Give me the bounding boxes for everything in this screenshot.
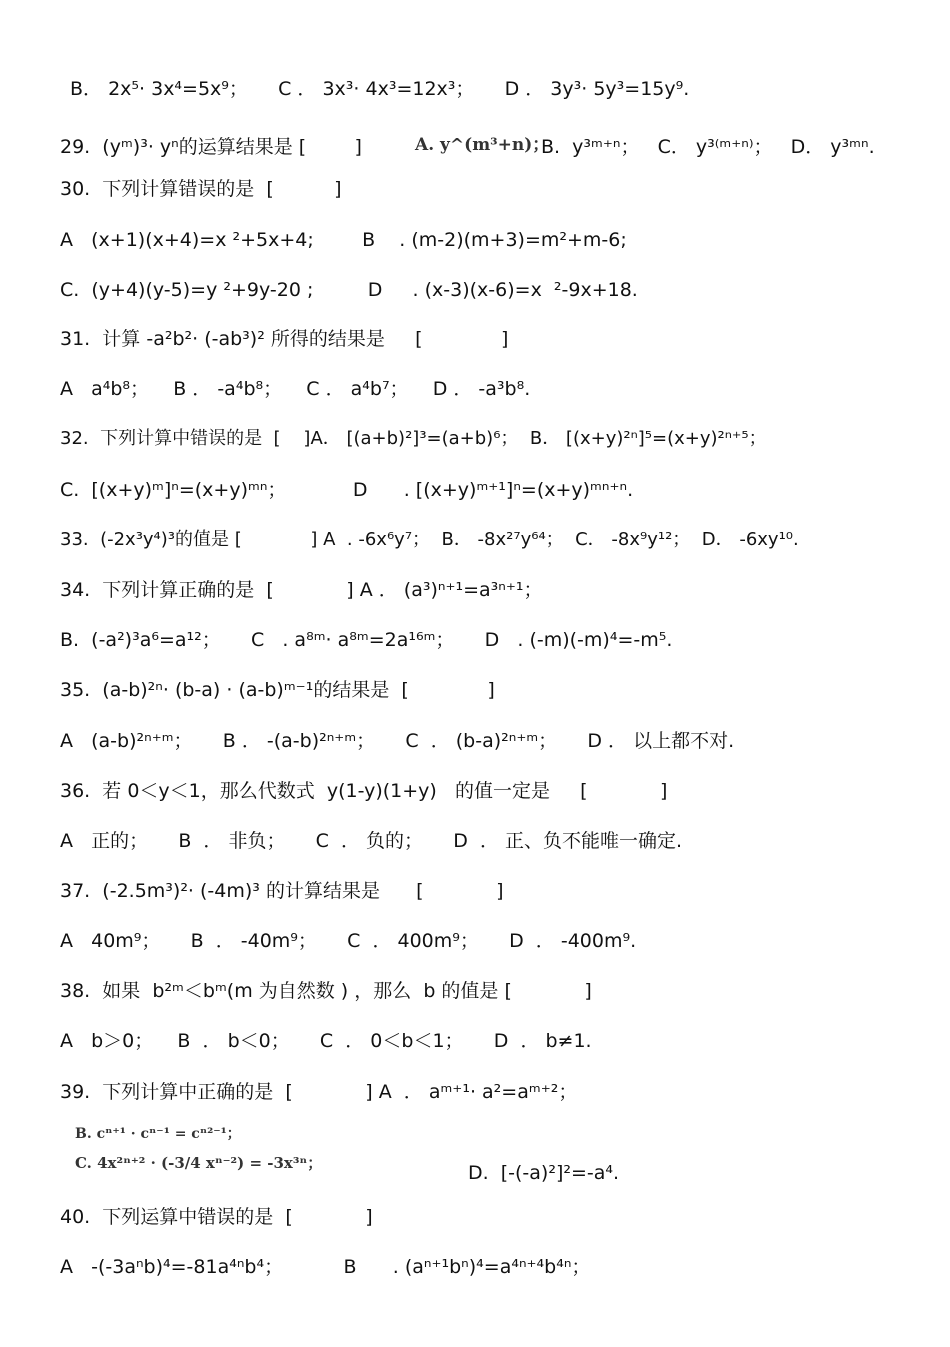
q29-stem: 29. (yᵐ)³· yⁿ的运算结果是 [ ] — [60, 136, 362, 158]
q39-option-d: D. [-(-a)²]²=-a⁴. — [468, 1162, 620, 1184]
q36-stem: 36. 若 0＜y＜1，那么代数式 y(1-y)(1+y) 的值一定是 [ ] — [60, 780, 668, 802]
q30-options-cd: C. (y+4)(y-5)=y ²+9y-20 ; D . (x-3)(x-6)=x ²-9x+18. — [60, 279, 638, 301]
q35-stem: 35. (a-b)²ⁿ· (b-a) · (a-b)ᵐ⁻¹的结果是 [ ] — [60, 679, 495, 701]
q39-stem-a: 39. 下列计算中正确的是 [ ] A ． aᵐ⁺¹· a²=aᵐ⁺²； — [60, 1081, 578, 1103]
q28-options-bcd: B． 2x⁵· 3x⁴=5x⁹； C ． 3x³· 4x³=12x³； D ． 3y³· 5y³=15y⁹. — [70, 78, 690, 100]
q32-stem-ab: 32. 下列计算中错误的是 [ ]A． [(a+b)²]³=(a+b)⁶； B． [(x+y)²ⁿ]⁵=(x+y)²ⁿ⁺⁵； — [60, 428, 767, 449]
q31-options: A a⁴b⁸； B ． -a⁴b⁸； C ． a⁴b⁷； D ． -a³b⁸. — [60, 378, 531, 400]
q35-options: A (a-b)²ⁿ⁺ᵐ； B ． -(a-b)²ⁿ⁺ᵐ； C ． (b-a)²ⁿ⁺ᵐ； D ． 以上都不对. — [60, 730, 735, 752]
q31-stem: 31. 计算 -a²b²· (-ab³)² 所得的结果是 [ ] — [60, 328, 509, 350]
q39-option-c-image: C. 4x²ⁿ⁺² · (-3/4 xⁿ⁻²) = -3x³ⁿ； — [75, 1154, 323, 1172]
q33-stem-options: 33. (-2x³y⁴)³的值是 [ ] A . -6x⁶y⁷； B． -8x²⁷y⁶⁴； C． -8x⁹y¹²； D． -6xy¹⁰. — [60, 529, 799, 550]
q34-stem-a: 34. 下列计算正确的是 [ ] A ． (a³)ⁿ⁺¹=a³ⁿ⁺¹； — [60, 579, 543, 601]
q32-options-cd: C. [(x+y)ᵐ]ⁿ=(x+y)ᵐⁿ； D . [(x+y)ᵐ⁺¹]ⁿ=(x+y)ᵐⁿ⁺ⁿ. — [60, 479, 634, 501]
q29-options-bcd: B. y³ᵐ⁺ⁿ； C． y³⁽ᵐ⁺ⁿ⁾； D． y³ᵐⁿ. — [541, 136, 875, 158]
q38-options: A b＞0； B ． b＜0； C ． 0＜b＜1； D ． b≠1. — [60, 1030, 592, 1052]
q39-option-b-image: B. cⁿ⁺¹ · cⁿ⁻¹ = cⁿ²⁻¹； — [75, 1126, 241, 1142]
q30-options-ab: A (x+1)(x+4)=x ²+5x+4; B . (m-2)(m+3)=m²+m-6; — [60, 229, 627, 251]
q40-options-ab: A -(-3aⁿb)⁴=-81a⁴ⁿb⁴； B . (aⁿ⁺¹bⁿ)⁴=a⁴ⁿ⁺⁴b⁴ⁿ； — [60, 1256, 591, 1278]
q40-stem: 40. 下列运算中错误的是 [ ] — [60, 1206, 373, 1228]
q30-stem: 30. 下列计算错误的是 [ ] — [60, 178, 342, 200]
q36-options: A 正的； B ． 非负； C ． 负的； D ． 正、负不能唯一确定. — [60, 830, 683, 852]
q34-options-bcd: B. (-a²)³a⁶=a¹²； C . a⁸ᵐ· a⁸ᵐ=2a¹⁶ᵐ； D . (-m)(-m)⁴=-m⁵. — [60, 629, 673, 651]
q37-stem: 37. (-2.5m³)²· (-4m)³ 的计算结果是 [ ] — [60, 880, 504, 902]
q37-options: A 40m⁹； B ． -40m⁹； C ． 400m⁹； D ． -400m⁹. — [60, 930, 637, 952]
q29-option-a-image: A. y^(m³+n)； — [415, 135, 550, 155]
q38-stem: 38. 如果 b²ᵐ＜bᵐ(m 为自然数 ) ，那么 b 的值是 [ ] — [60, 980, 592, 1002]
